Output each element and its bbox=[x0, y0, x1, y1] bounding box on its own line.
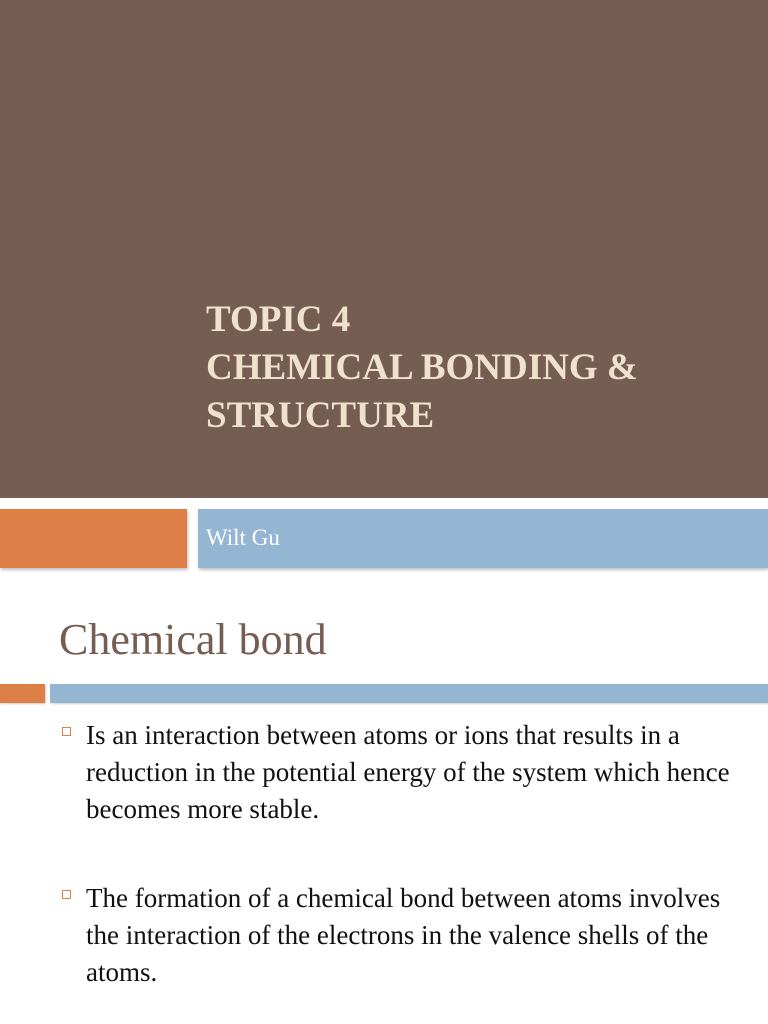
section-heading: Chemical bond bbox=[59, 615, 327, 664]
bullet-text: The formation of a chemical bond between atoms involves the interaction of the electrons in the valence shells of the atoms. bbox=[86, 883, 721, 987]
divider-accent-blue bbox=[50, 684, 768, 703]
title-line: STRUCTURE bbox=[206, 395, 435, 436]
title-line: TOPIC 4 bbox=[206, 299, 351, 340]
subtitle-bar bbox=[198, 509, 768, 568]
bullet-text: Is an interaction between atoms or ions that results in a reduction in the potential energy of the system which hence becomes more stable. bbox=[86, 720, 730, 824]
square-bullet-icon bbox=[62, 727, 71, 736]
slide-title bbox=[206, 296, 766, 440]
square-bullet-icon bbox=[62, 890, 71, 899]
accent-bar-orange bbox=[0, 509, 187, 568]
slide-subtitle: Wilt Gu bbox=[206, 525, 280, 550]
divider-accent-orange bbox=[0, 684, 45, 703]
title-line: CHEMICAL BONDING & bbox=[206, 347, 638, 388]
